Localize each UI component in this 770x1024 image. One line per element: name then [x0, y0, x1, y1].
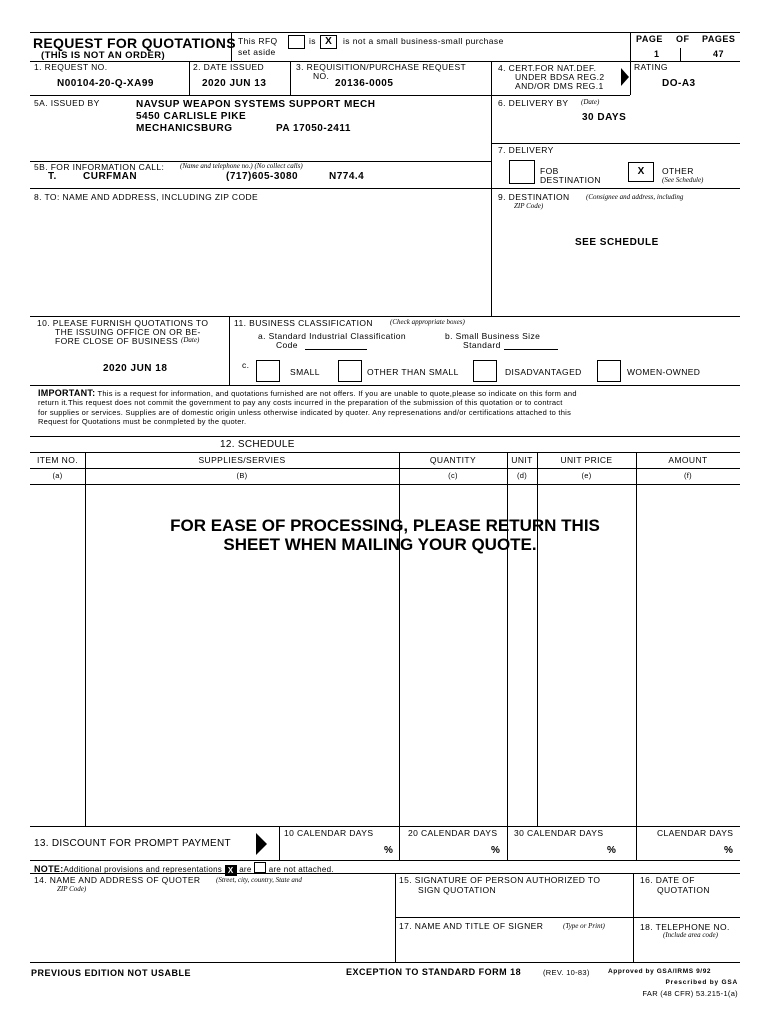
fob-destination-checkbox[interactable] — [509, 160, 535, 184]
delivery-by-value: 30 DAYS — [582, 112, 627, 123]
not-small-checkbox[interactable]: X — [320, 35, 337, 49]
discount-30-percent: % — [607, 845, 617, 856]
size-std-label2: Standard — [463, 340, 501, 350]
other-hint: (See Schedule) — [662, 176, 704, 184]
col-supplies-header: SUPPLIES/SERVIES — [198, 455, 286, 465]
disadvantaged-checkbox[interactable] — [473, 360, 497, 382]
info-call-phone: (717)605-3080 — [226, 171, 299, 182]
note-are-label: are — [239, 865, 252, 874]
is-label: is — [309, 36, 316, 46]
discount-20-percent: % — [491, 845, 501, 856]
col-item-sub: (a) — [52, 471, 63, 480]
to-name-address-label: 8. TO: NAME AND ADDRESS, INCLUDING ZIP CODE — [34, 192, 259, 202]
note-text1: Additional provisions and representations — [63, 865, 223, 874]
cert-label-line1: 4. CERT.FOR NAT.DEF. — [498, 63, 597, 73]
note-text2: are not attached. — [268, 865, 334, 874]
request-no-label: 1. REQUEST NO. — [34, 62, 108, 72]
col-amount-sub: (f) — [684, 471, 692, 480]
furnish-date-value: 2020 JUN 18 — [103, 363, 168, 374]
sic-label: a. Standard Industrial Classification — [258, 331, 407, 341]
important-label: IMPORTANT: — [38, 388, 96, 398]
women-owned-label: WOMEN-OWNED — [627, 367, 701, 377]
page-label: PAGE — [636, 34, 663, 44]
cert-label-line2: UNDER BDSA REG.2 — [515, 72, 605, 82]
schedule-title: 12. SCHEDULE — [220, 439, 295, 450]
set-aside-checkbox[interactable] — [288, 35, 305, 49]
delivery-by-label: 6. DELIVERY BY — [498, 98, 569, 108]
quoter-label: 14. NAME AND ADDRESS OF QUOTER — [34, 875, 201, 885]
revision-label: (REV. 10-83) — [543, 968, 590, 977]
business-class-label: 11. BUSINESS CLASSIFICATION — [234, 318, 373, 328]
request-no-value: N00104-20-Q-XA99 — [57, 78, 154, 89]
other-than-small-checkbox[interactable] — [338, 360, 362, 382]
important-line4: Request for Quotations must be conmpleted by the quoter. — [38, 417, 247, 427]
col-amount-header: AMOUNT — [668, 455, 708, 465]
furnish-label-line1: 10. PLEASE FURNISH QUOTATIONS TO — [37, 318, 209, 328]
small-label: SMALL — [290, 367, 320, 377]
page-count: 47 — [713, 49, 725, 59]
issued-by-line3b: PA 17050-2411 — [276, 123, 351, 134]
discount-arrow-icon — [256, 833, 267, 855]
note-line — [34, 862, 334, 876]
issued-by-line1: NAVSUP WEAPON SYSTEMS SUPPORT MECH — [136, 99, 376, 110]
delivery-by-hint: (Date) — [581, 98, 600, 106]
signature-label-line1: 15. SIGNATURE OF PERSON AUTHORIZED TO — [399, 875, 601, 885]
info-call-label: 5B. FOR INFORMATION CALL: — [34, 162, 165, 172]
important-line2: return it.This request does not commit the government to pay any costs incurred in the preparation of the submission of this quotation or to contract — [38, 398, 563, 408]
rfq-label: This RFQ — [238, 36, 278, 46]
note-label: NOTE: — [34, 864, 64, 874]
important-line3: for supplies or services. Supplies are of domestic origin unless otherwise indicated by quoter. Any represenations and/or certifications attached to this — [38, 407, 572, 417]
far-label: FAR (48 CFR) 53.215-1(a) — [642, 989, 738, 998]
processing-notice-line2: SHEET WHEN MAILING YOUR QUOTE. — [223, 535, 537, 554]
furnish-label-line2: THE ISSUING OFFICE ON OR BE- — [55, 327, 201, 337]
destination-hint2: ZIP Code) — [514, 202, 544, 210]
page-number: 1 — [654, 49, 660, 59]
important-notice — [38, 389, 743, 427]
discount-30-days-label: 30 CALENDAR DAYS — [514, 828, 604, 838]
requisition-label: 3. REQUISITION/PURCHASE REQUEST — [296, 62, 467, 72]
date-of-quotation-line2: QUOTATION — [657, 885, 710, 895]
delivery-label: 7. DELIVERY — [498, 145, 554, 155]
col-unit-price-header: UNIT PRICE — [560, 455, 613, 465]
col-quantity-sub: (c) — [448, 471, 458, 480]
destination-label-9: 9. DESTINATION — [498, 192, 570, 202]
col-unit-price-sub: (e) — [581, 471, 592, 480]
cert-label-line3: AND/OR DMS REG.1 — [515, 81, 604, 91]
small-checkbox[interactable] — [256, 360, 280, 382]
not-small-label: is not a small business-small purchase — [343, 36, 504, 46]
info-call-hint: (Name and telephone no.) (No collect calls) — [180, 162, 303, 170]
discount-other-percent: % — [724, 845, 734, 856]
women-owned-checkbox[interactable] — [597, 360, 621, 382]
requisition-value: 20136-0005 — [335, 78, 394, 89]
issued-by-line2: 5450 CARLISLE PIKE — [136, 111, 247, 122]
col-item-header: ITEM NO. — [37, 455, 78, 465]
other-than-small-label: OTHER THAN SMALL — [367, 367, 459, 377]
discount-20-days-label: 20 CALENDAR DAYS — [408, 828, 498, 838]
date-issued-label: 2. DATE ISSUED — [193, 62, 265, 72]
disadvantaged-label: DISADVANTAGED — [505, 367, 582, 377]
signer-name-hint: (Type or Print) — [563, 922, 605, 930]
processing-notice-line1: FOR EASE OF PROCESSING, PLEASE RETURN THIS — [170, 516, 600, 535]
info-call-name: CURFMAN — [83, 171, 138, 182]
discount-10-days-label: 10 CALENDAR DAYS — [284, 828, 374, 838]
rating-label: RATING — [634, 62, 668, 72]
requisition-no-label: NO. — [313, 71, 330, 81]
quoter-hint: (Street, city, country, State and — [216, 876, 302, 884]
quoter-hint2: ZIP Code) — [57, 885, 87, 893]
telephone-label: 18. TELEPHONE NO. — [640, 922, 730, 932]
issued-by-line3: MECHANICSBURG — [136, 123, 233, 134]
set-aside-label: set aside — [238, 47, 276, 57]
form-title: REQUEST FOR QUOTATIONS — [33, 35, 236, 51]
of-label: OF — [676, 34, 690, 44]
col-quantity-header: QUANTITY — [429, 455, 477, 465]
important-line1: This is a request for information, and quotations furnished are not offers. If you are unable to quote,please so indicate on this form and — [97, 389, 577, 398]
rating-value: DO-A3 — [662, 78, 696, 89]
info-call-ext: N774.4 — [329, 171, 365, 182]
furnish-label-line3: FORE CLOSE OF BUSINESS — [55, 336, 179, 346]
col-unit-sub: (d) — [516, 471, 528, 480]
signer-name-label: 17. NAME AND TITLE OF SIGNER — [399, 921, 544, 931]
business-class-hint: (Check appropriate boxes) — [390, 318, 465, 326]
other-label: OTHER — [662, 166, 694, 176]
issued-by-label: 5A. ISSUED BY — [34, 98, 100, 108]
note-are-checkbox[interactable]: X — [225, 865, 237, 876]
sic-code-label: Code — [276, 340, 298, 350]
cert-arrow-icon — [621, 68, 629, 86]
telephone-hint: (Include area code) — [663, 931, 718, 939]
class-c-label: c. — [242, 360, 250, 370]
col-supplies-sub: (B) — [236, 471, 248, 480]
destination-hint: (Consignee and address, including — [586, 193, 684, 201]
destination-label: DESTINATION — [540, 175, 601, 185]
standard-form-label: EXCEPTION TO STANDARD FORM 18 — [346, 967, 522, 977]
signature-label-line2: SIGN QUOTATION — [418, 885, 497, 895]
discount-other-days-label: CLAENDAR DAYS — [657, 828, 734, 838]
discount-label: 13. DISCOUNT FOR PROMPT PAYMENT — [34, 838, 231, 849]
note-are-not-checkbox[interactable] — [254, 862, 266, 873]
date-of-quotation-line1: 16. DATE OF — [640, 875, 695, 885]
approved-label: Approved by GSA/IRMS 9/92 — [608, 968, 712, 975]
furnish-hint: (Date) — [181, 336, 200, 344]
prescribed-label: Prescribed by GSA — [665, 979, 738, 986]
destination-value: SEE SCHEDULE — [575, 237, 659, 248]
form-title-block — [33, 35, 236, 61]
previous-edition-note: PREVIOUS EDITION NOT USABLE — [31, 968, 192, 978]
pages-label: PAGES — [702, 34, 736, 44]
date-issued-value: 2020 JUN 13 — [202, 78, 267, 89]
info-call-initial: T. — [48, 171, 57, 182]
discount-10-percent: % — [384, 845, 394, 856]
fob-label: FOB — [540, 166, 559, 176]
form-subtitle: (THIS IS NOT AN ORDER) — [41, 50, 166, 61]
col-unit-header: UNIT — [511, 455, 533, 465]
other-checkbox[interactable]: X — [628, 162, 654, 182]
size-std-label: b. Small Business Size — [445, 331, 541, 341]
processing-notice — [80, 516, 690, 554]
